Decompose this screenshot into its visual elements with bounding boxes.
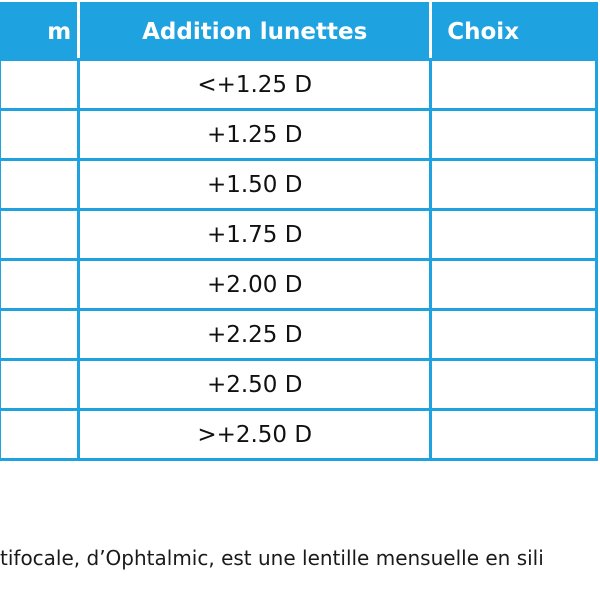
table-cell-choice bbox=[431, 260, 597, 310]
table-cell-addition: +2.25 D bbox=[79, 310, 431, 360]
table-cell-choice bbox=[431, 160, 597, 210]
table-cell-choice bbox=[431, 310, 597, 360]
column-header-addition: Addition lunettes bbox=[79, 4, 431, 60]
footnote-text: tifocale, d’Ophtalmic, est une lentille mensuelle en sili bbox=[0, 546, 544, 570]
table-cell-addition: <+1.25 D bbox=[79, 60, 431, 110]
table-cell-choice bbox=[431, 360, 597, 410]
table-header-row bbox=[0, 4, 597, 60]
addition-table bbox=[0, 2, 598, 461]
table-cell-left bbox=[0, 160, 79, 210]
table-cell-choice bbox=[431, 210, 597, 260]
table-cell-addition: +2.00 D bbox=[79, 260, 431, 310]
table-cell-choice bbox=[431, 60, 597, 110]
table-cell-left bbox=[0, 210, 79, 260]
table-row bbox=[0, 260, 597, 310]
table-cell-addition: +2.50 D bbox=[79, 360, 431, 410]
table-row bbox=[0, 360, 597, 410]
table-cell-addition: +1.50 D bbox=[79, 160, 431, 210]
table-row bbox=[0, 410, 597, 460]
table-cell-choice bbox=[431, 110, 597, 160]
table-cell-left bbox=[0, 410, 79, 460]
table-cell-left bbox=[0, 310, 79, 360]
table-cell-choice bbox=[431, 410, 597, 460]
table-cell-addition: +1.25 D bbox=[79, 110, 431, 160]
table-row bbox=[0, 110, 597, 160]
table-cell-left bbox=[0, 110, 79, 160]
column-header-left: m bbox=[0, 4, 79, 60]
table-row bbox=[0, 310, 597, 360]
table-row bbox=[0, 210, 597, 260]
table-cell-left bbox=[0, 60, 79, 110]
table-cell-addition: >+2.50 D bbox=[79, 410, 431, 460]
table-row bbox=[0, 60, 597, 110]
table-cell-left bbox=[0, 260, 79, 310]
column-header-choice: Choix bbox=[431, 4, 597, 60]
table-cell-left bbox=[0, 360, 79, 410]
table-row bbox=[0, 160, 597, 210]
table-cell-addition: +1.75 D bbox=[79, 210, 431, 260]
